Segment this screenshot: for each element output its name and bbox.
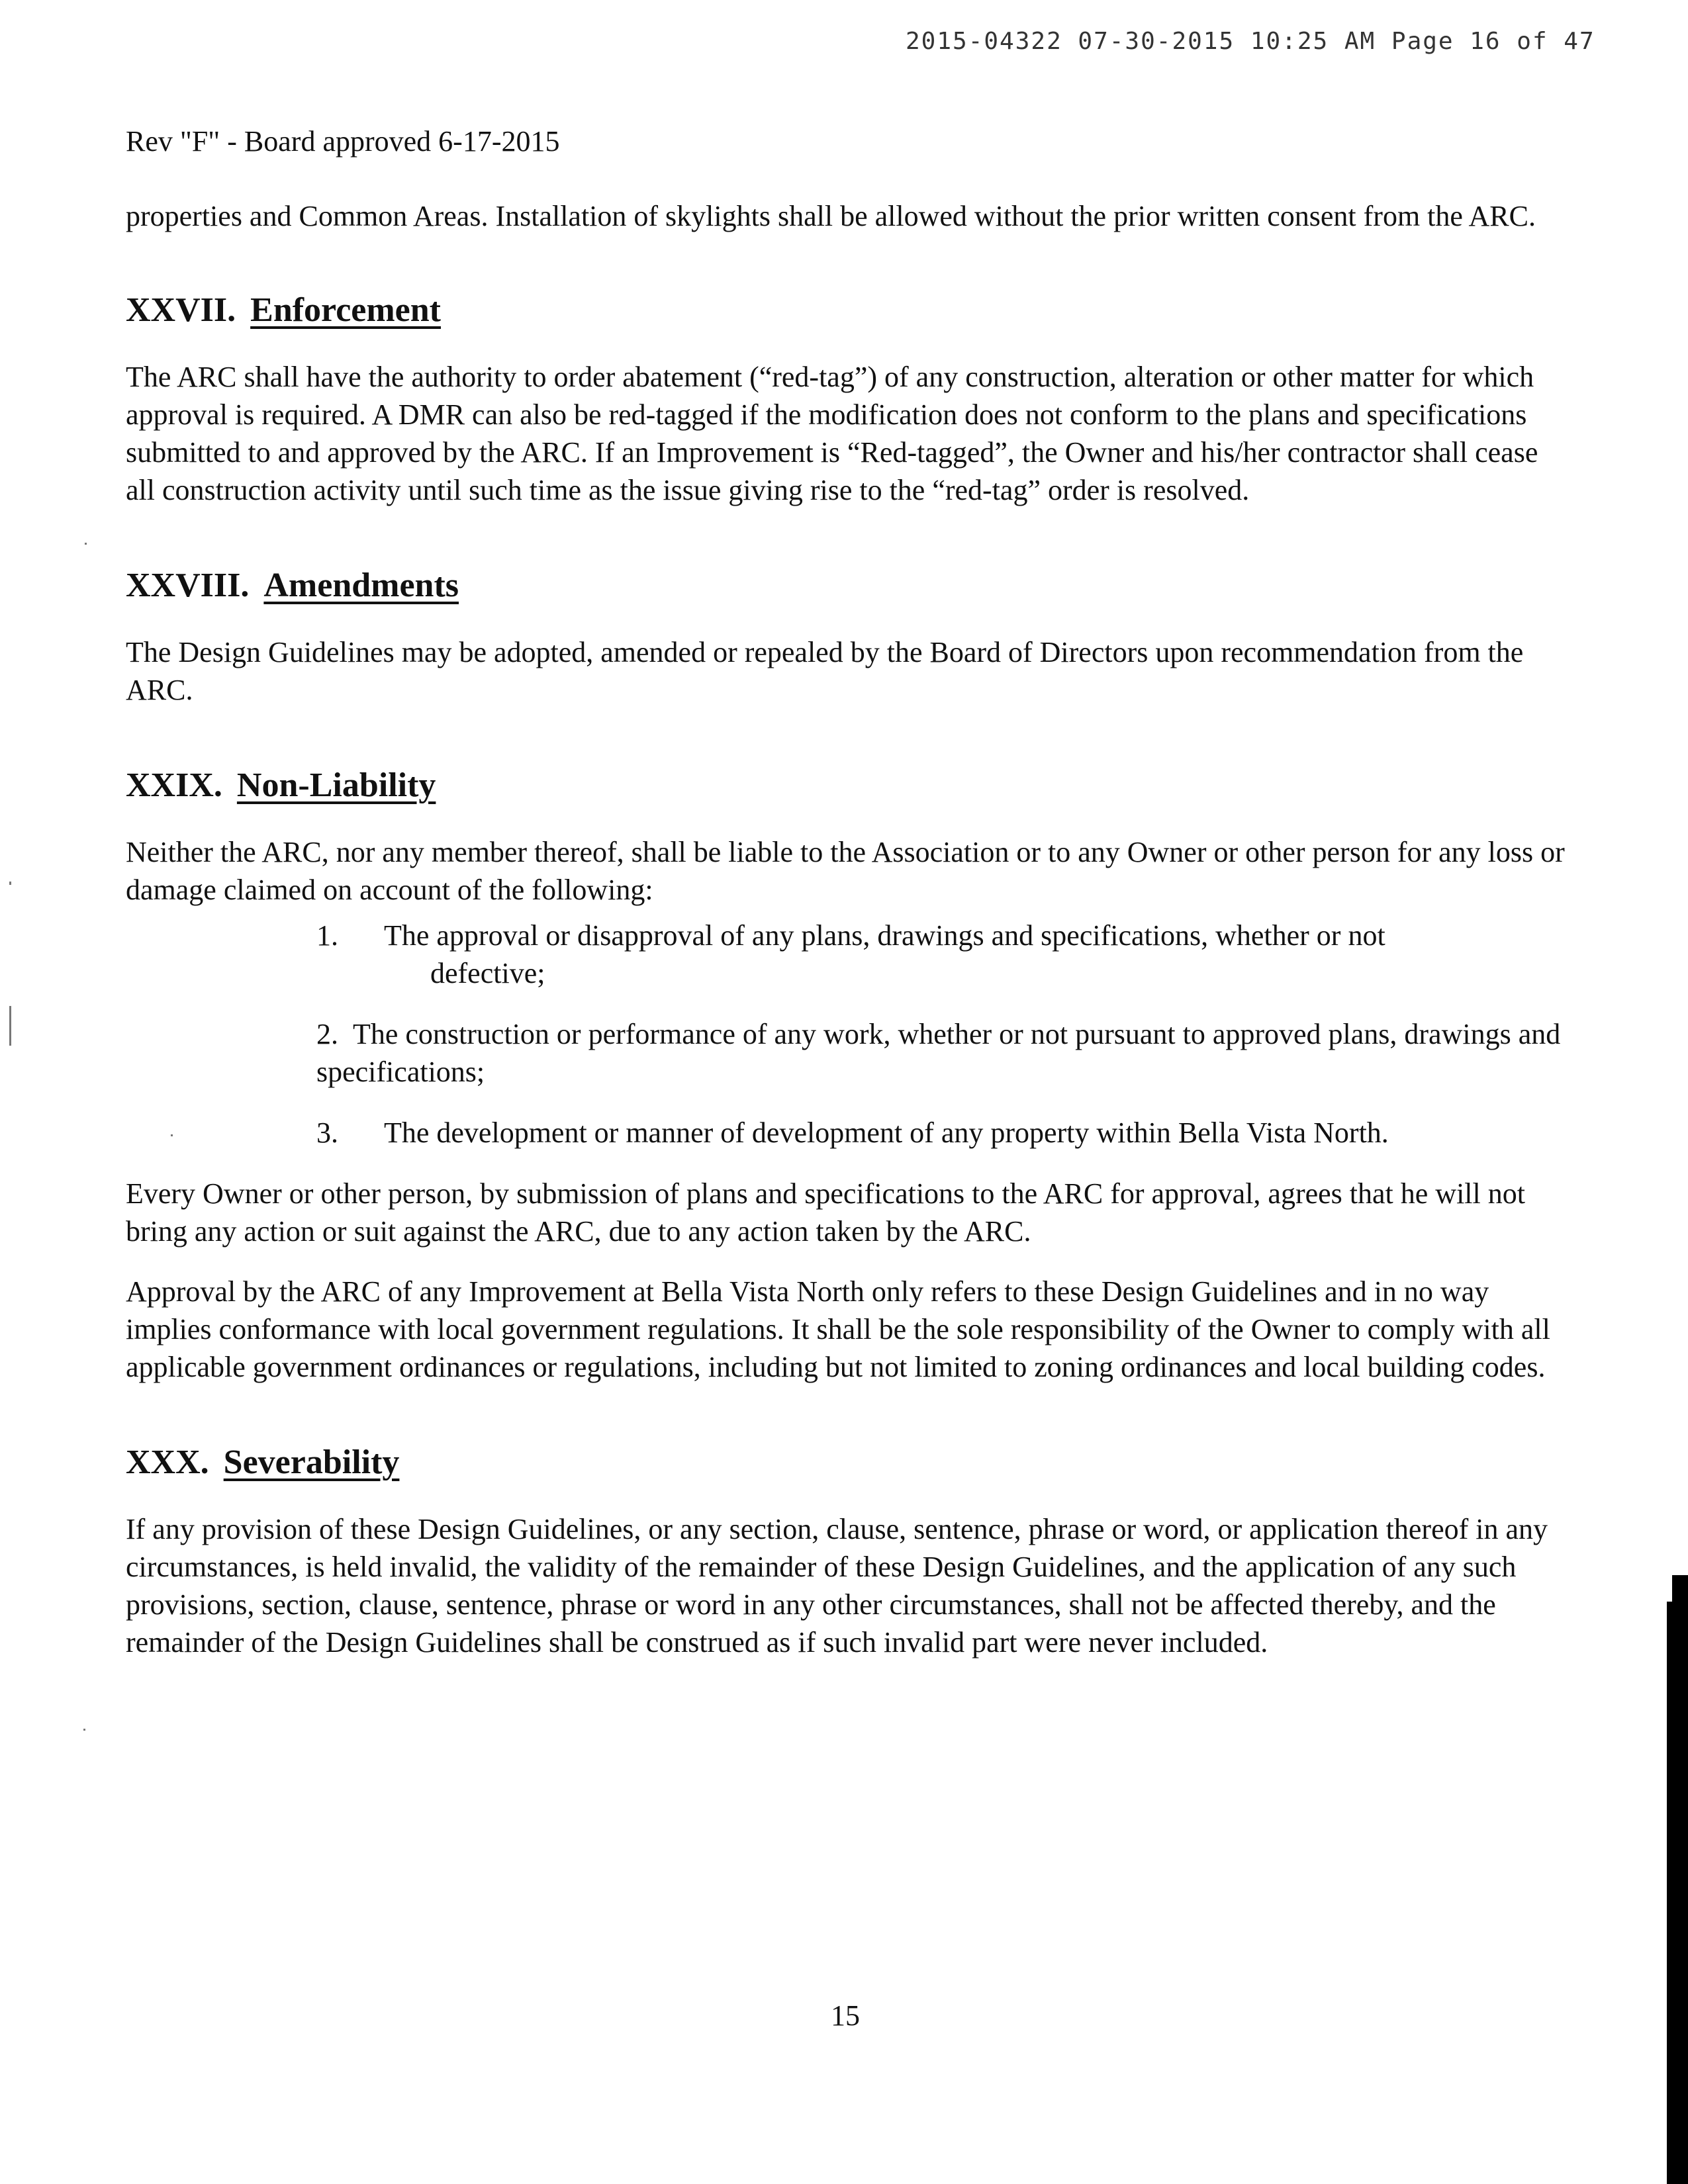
document-body xyxy=(126,197,1569,1661)
section-title: Amendments xyxy=(263,567,459,604)
list-item-text: The construction or performance of any work, whether or not pursuant to approved plans, drawings and specifications; xyxy=(316,1018,1561,1088)
section-title: Enforcement xyxy=(250,291,441,329)
section-number: XXVIII. xyxy=(126,567,250,604)
scan-speck xyxy=(83,1729,85,1731)
section-heading-non-liability xyxy=(126,766,1569,805)
page-number: 15 xyxy=(831,1999,860,2032)
scan-speck xyxy=(9,1006,11,1046)
list-item-number: 2. xyxy=(316,1018,338,1050)
list-item xyxy=(126,917,1569,992)
list-item-text: The approval or disapproval of any plans, drawings and specifications, whether or not xyxy=(384,919,1385,952)
section-number: XXVII. xyxy=(126,291,236,329)
non-liability-list xyxy=(126,917,1569,1152)
list-item-number: 3. xyxy=(316,1116,338,1149)
non-liability-paragraph: Every Owner or other person, by submission of plans and specifications to the ARC for approval, agrees that he will not bring any action or suit against the ARC, due to any action taken by the ARC. xyxy=(126,1177,1525,1248)
revision-line: Rev "F" - Board approved 6-17-2015 xyxy=(126,125,560,158)
section-number: XXX. xyxy=(126,1443,209,1481)
scan-speck xyxy=(9,882,11,885)
section-title: Non-Liability xyxy=(236,766,436,804)
scan-edge-bar xyxy=(1667,1602,1688,2184)
fax-header: 2015-04322 07-30-2015 10:25 AM Page 16 of 47 xyxy=(906,28,1595,55)
enforcement-paragraph: The ARC shall have the authority to order abatement (“red-tag”) of any construction, alteration or other matter for which approval is required. A DMR can also be red-tagged if the modification does not conform to the plans and specifications submitted to and approved by the ARC. If an Improvement is “Red-tagged”, the Owner and his/her contractor shall cease all construction activity until such time as the issue giving rise to the “red-tag” order is resolved. xyxy=(126,361,1538,506)
section-heading-enforcement xyxy=(126,291,1569,330)
severability-paragraph: If any provision of these Design Guidelines, or any section, clause, sentence, phrase or word, or application thereof in any circumstances, is held invalid, the validity of the remainder of these Design Guidelines, and the application of any such provisions, section, clause, sentence, phrase or word in any other circumstances, shall not be affected thereby, and the remainder of the Design Guidelines shall be construed as if such invalid part were never included. xyxy=(126,1513,1548,1659)
continuation-paragraph: properties and Common Areas. Installation of skylights shall be allowed without the prior written consent from the ARC. xyxy=(126,200,1536,232)
amendments-paragraph: The Design Guidelines may be adopted, amended or repealed by the Board of Directors upon recommendation from the ARC. xyxy=(126,636,1524,706)
section-title: Severability xyxy=(223,1443,400,1481)
list-item-continuation: defective; xyxy=(430,957,545,989)
scan-speck xyxy=(171,1134,173,1136)
list-item-text: The development or manner of development of any property within Bella Vista North. xyxy=(384,1116,1389,1149)
list-item-number: 1. xyxy=(316,919,338,952)
section-number: XXIX. xyxy=(126,766,222,804)
section-heading-amendments xyxy=(126,566,1569,606)
scan-speck xyxy=(85,543,87,545)
non-liability-intro: Neither the ARC, nor any member thereof, shall be liable to the Association or to any Owner or other person for any loss or damage claimed on account of the following: xyxy=(126,836,1565,906)
list-item xyxy=(126,1015,1569,1091)
section-heading-severability xyxy=(126,1443,1569,1482)
non-liability-paragraph: Approval by the ARC of any Improvement at Bella Vista North only refers to these Design Guidelines and in no way implies conformance with local government regulations. It shall be the sole responsibility of the Owner to comply with all applicable government ordinances or regulations, including but not limited to zoning ordinances and local building codes. xyxy=(126,1275,1550,1383)
list-item xyxy=(126,1114,1569,1152)
